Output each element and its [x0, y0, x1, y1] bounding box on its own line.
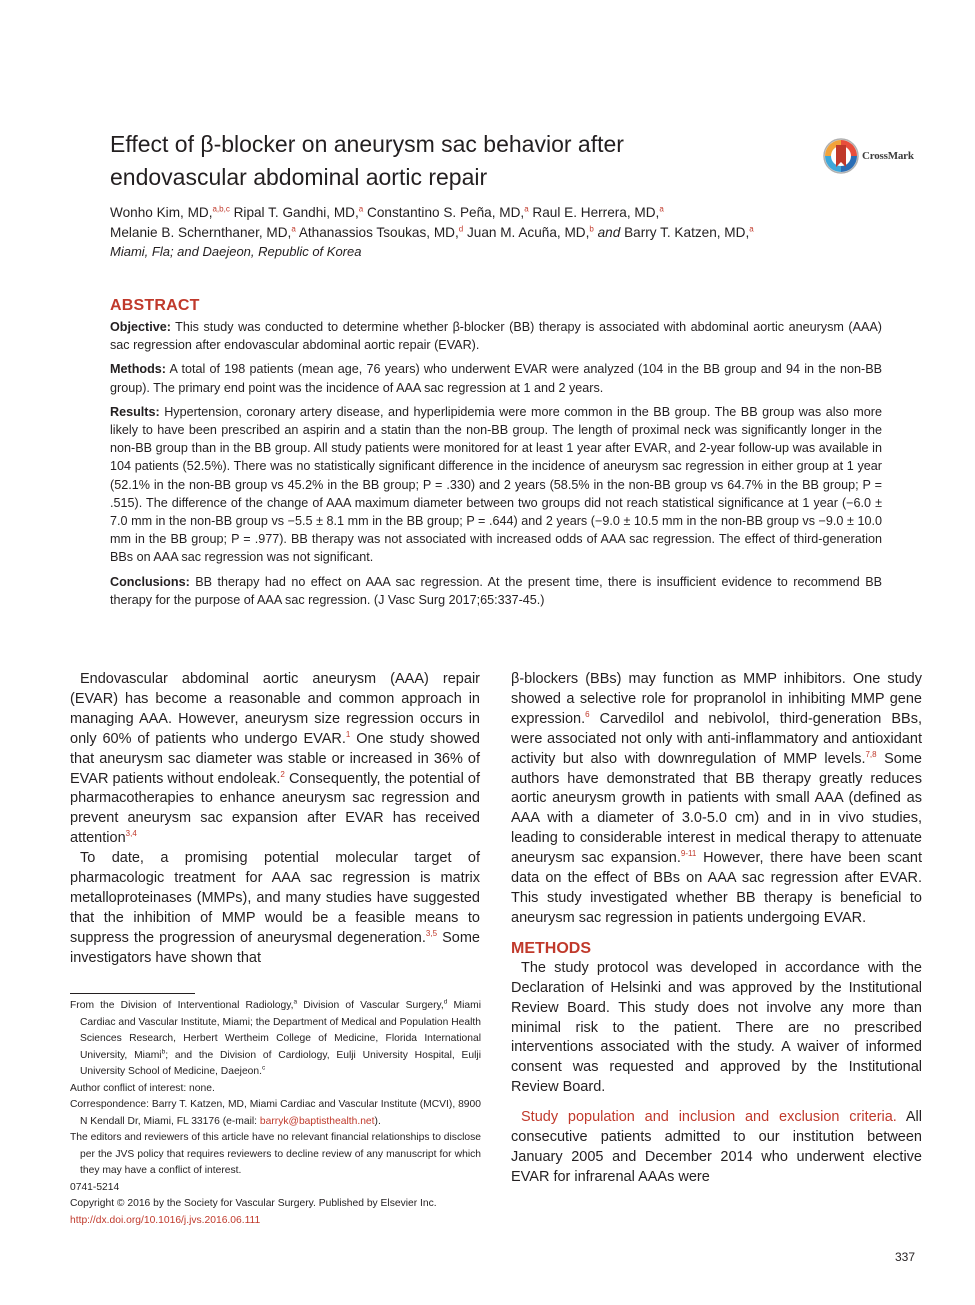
citation-ref[interactable]: 2: [280, 769, 285, 779]
subsection-heading: Study population and inclusion and exclusion criteria.: [521, 1109, 897, 1126]
author-affil-sup: b: [589, 224, 594, 234]
footnote-issn: 0741-5214: [70, 1181, 120, 1193]
article-title: [110, 128, 750, 194]
footnote-text: Division of Vascular Surgery,: [297, 1000, 444, 1011]
body-text: One study showed that aneurysm sac diameter was stable or increased in 36% of EVAR patients without endoleak.: [70, 730, 480, 787]
footnote-divider: [70, 993, 195, 994]
author-name: Wonho Kim, MD,: [110, 205, 213, 220]
crossmark-badge[interactable]: [822, 136, 932, 176]
body-paragraph: [511, 670, 922, 929]
footnote-sup: b: [161, 1048, 166, 1056]
abstract-label: Conclusions:: [110, 574, 190, 589]
footnote-conflict: Author conflict of interest: none.: [70, 1082, 215, 1094]
abstract-objective: [110, 318, 882, 354]
footnote-text: ; and the Division of Cardiology, Eulji University Hospital, Eulji University School of Medicine, Daejeon.: [80, 1049, 482, 1077]
abstract-heading: ABSTRACT: [110, 297, 200, 314]
author-name: Ripal T. Gandhi, MD,: [229, 205, 359, 220]
page-number: 337: [895, 1250, 916, 1264]
doi-link[interactable]: http://dx.doi.org/10.1016/j.jvs.2016.06.111: [70, 1214, 261, 1226]
footnote-text: ).: [374, 1115, 381, 1127]
citation-ref[interactable]: 9-11: [680, 849, 697, 859]
body-text: To date, a promising potential molecular target of pharmacologic treatment for AAA sac regression is matrix metalloproteinases (MMPs), and many studies have suggested that the inhibition of MMP would be a feasible means to suppress the progression of aneurysmal degeneration.: [70, 850, 480, 946]
abstract-body: [110, 318, 882, 615]
author-list: [110, 203, 880, 243]
footnote-text: Miami Cardiac and Vascular Institute, Miami; the Department of Medical and Population Health Sciences Research, Herbert Wertheim College of Medicine, Florida International University, Miami: [80, 1000, 481, 1061]
body-text: β-blockers (BBs) may function as MMP inhibitors. One study showed a selective role for propranolol in inhibiting MMP gene expression.: [511, 671, 922, 727]
title-line-2: endovascular abdominal aortic repair: [110, 164, 488, 190]
author-name: Juan M. Acuña, MD,: [463, 225, 590, 240]
author-name: Barry T. Katzen, MD,: [624, 225, 750, 240]
footnote-copyright: Copyright © 2016 by the Society for Vascular Surgery. Published by Elsevier Inc.: [70, 1198, 437, 1209]
abstract-results: [110, 403, 882, 567]
abstract-conclusions: [110, 573, 882, 609]
body-paragraph: [70, 849, 480, 968]
author-affil-sup: a: [291, 224, 296, 234]
citation-ref[interactable]: 6: [585, 709, 590, 719]
crossmark-label: CrossMark: [862, 150, 914, 162]
title-line-1: Effect of β-blocker on aneurysm sac behavior after: [110, 131, 624, 157]
body-paragraph: The study protocol was developed in accordance with the Declaration of Helsinki and was approved by the Institutional Review Board. This study does not involve any more than minimal risk to the patient. There are no prescribed interventions associated with the study. A waiver of informed consent was requested and approved by the Institutional Review Board.: [511, 959, 922, 1096]
body-paragraph: [70, 670, 480, 849]
footnote-text: From the Division of Interventional Radiology,: [70, 1000, 294, 1011]
author-affil-sup: d: [458, 224, 464, 234]
footnote-editors: The editors and reviewers of this article have no relevant financial relationships to disclose per the JVS policy that requires reviewers to decline review of any manuscript for which they may have a conflict of interest.: [70, 1132, 481, 1176]
footnote-sup: d: [443, 998, 448, 1006]
body-text: All consecutive patients admitted to our institution between January 2005 and December 2014 who underwent elective EVAR for infrarenal AAAs were: [511, 1109, 922, 1185]
footnote-text: Correspondence: Barry T. Katzen, MD, Miami Cardiac and Vascular Institute (MCVI), 8900 N Kendall Dr, Miami, FL 33176 (e-mail:: [70, 1099, 481, 1127]
author-affil-sup: a: [749, 224, 754, 234]
author-conjunction: and: [593, 225, 625, 240]
author-affil-sup: a,b,c: [212, 204, 230, 214]
abstract-text: This study was conducted to determine whether β-blocker (BB) therapy is associated with abdominal aortic aneurysm (AAA) sac regression after endovascular abdominal aortic repair (EVAR).: [110, 320, 882, 353]
body-column-left: [70, 670, 480, 969]
abstract-label: Objective:: [110, 320, 171, 334]
abstract-methods: [110, 360, 882, 396]
body-text: Carvedilol and nebivolol, third-generation BBs, were associated not only with anti-inflammatory and antioxidant activity but also with downregulation of MMP levels.: [511, 710, 922, 767]
footnotes: [70, 998, 481, 1229]
body-text: Some investigators have shown that: [70, 929, 480, 966]
author-name: Constantino S. Peña, MD,: [363, 205, 525, 220]
footnote-sup: a: [293, 998, 298, 1006]
crossmark-icon: [822, 137, 860, 175]
citation-ref[interactable]: 7,8: [865, 749, 877, 759]
author-affil-sup: a: [659, 204, 664, 214]
abstract-text: Hypertension, coronary artery disease, and hyperlipidemia were more common in the BB group. The BB group was also more likely to have been prescribed an aspirin and a statin than the non-BB group. The length of proximal neck was significantly longer in the non-BB group than in the BB group. All study patients were monitored for at least 1 year after EVAR, and 2-year follow-up was available in 104 patients (52.5%). There was no statistically significant difference in the incidence of aneurysm sac regression in either group at 1 year (52.1% in the non-BB group vs 45.2% in the BB group; P = .330) and 2 years (58.5% in the non-BB group vs 64.7% in the BB group; P = .515). The difference of the change of AAA maximum diameter between two groups did not reach statistical significance at 1 year (−6.0 ± 7.0 mm in the non-BB group vs −5.5 ± 8.1 mm in the BB group; P = .644) and 2 years (−9.0 ± 10.5 mm in the non-BB group vs −9.0 ± 10.0 mm in the BB group; P = .977). BB therapy was not associated with increased odds of AAA sac regression. The effect of third-generation BBs on AAA sac regression was not significant.: [110, 404, 882, 565]
citation-ref[interactable]: 3,4: [125, 829, 137, 839]
email-link[interactable]: barryk@baptisthealth.net: [259, 1115, 375, 1127]
author-affil-sup: a: [358, 204, 364, 214]
body-text: Some authors have demonstrated that BB therapy greatly reduces aortic aneurysm growth in patients with small AAA (defined as AAA with a diameter of 3.0-5.0 cm) and in in vivo studies, leading to considerable interest in medical therapy to attenuate aneurysm sac expansion.: [511, 750, 922, 867]
body-text: However, there have been scant data on the effect of BBs on AAA sac regression after EVAR. This study investigated whether BB therapy is beneficial to aneurysm sac regression in patients undergoing EVAR.: [511, 850, 923, 926]
body-paragraph: [511, 1108, 922, 1188]
abstract-label: Methods:: [110, 362, 166, 377]
body-column-right: [511, 670, 922, 1188]
author-name: Athanassios Tsoukas, MD,: [295, 225, 459, 240]
author-location: Miami, Fla; and Daejeon, Republic of Korea: [110, 244, 362, 259]
author-name: Raul E. Herrera, MD,: [528, 205, 660, 220]
author-affil-sup: a: [524, 204, 529, 214]
footnote-correspondence: [70, 1097, 481, 1130]
abstract-text: A total of 198 patients (mean age, 76 years) who underwent EVAR were analyzed (104 in the BB group and 94 in the non-BB group). The primary end point was the incidence of AAA sac regression at 1 and 2 years.: [110, 362, 882, 395]
citation-ref[interactable]: 3,5: [425, 928, 438, 938]
abstract-text: BB therapy had no effect on AAA sac regression. At the present time, there is insufficient evidence to recommend BB therapy for the purpose of AAA sac regression. (J Vasc Surg 2017;65:337-45.): [110, 574, 882, 607]
citation-ref[interactable]: 1: [345, 729, 351, 739]
body-text: Consequently, the potential of pharmacotherapies to enhance aneurysm sac regression and prevent aneurysm sac expansion after EVAR has received attention: [70, 770, 481, 847]
footnote-affiliations: [70, 998, 481, 1081]
methods-heading: METHODS: [511, 939, 591, 957]
body-text: Endovascular abdominal aortic aneurysm (AAA) repair (EVAR) has become a reasonable and common approach in managing AAA. However, aneurysm size regression occurs in only 60% of patients who undergo EVAR.: [70, 671, 480, 747]
author-name: Melanie B. Schernthaner, MD,: [110, 225, 292, 240]
abstract-label: Results:: [110, 404, 160, 419]
footnote-sup: c: [262, 1064, 266, 1072]
